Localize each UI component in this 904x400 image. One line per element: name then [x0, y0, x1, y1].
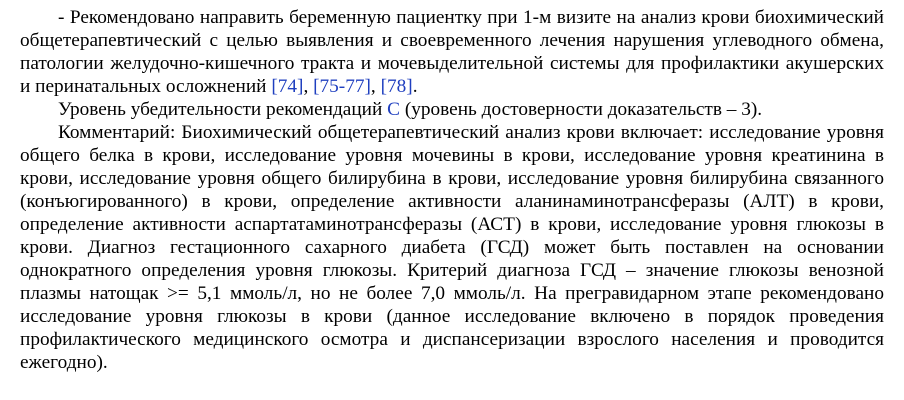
comment-text: Комментарий: Биохимический общетерапевтический анализ крови включает: исследование уровня общего белка в крови, исследование уровня мочевины в крови, исследование уровня креатинина в крови, исследование уровня общего билирубина в крови, исследование уровня билирубина связанного (конъюгированного) в крови, определение активности аланинаминотрансферазы (АЛТ) в крови, определение активности аспартатаминотрансферазы (АСТ) в крови, исследование уровня глюкозы в крови. Диагноз гестационного сахарного диабета (ГСД) может быть поставлен на основании однократного определения уровня глюкозы. Критерий диагноза ГСД – значение глюкозы венозной плазмы натощак >= 5,1 ммоль/л, но не более 7,0 ммоль/л. На прегравидарном этапе рекомендовано исследование уровня глюкозы в крови (данное исследование включено в порядок проведения профилактического медицинского осмотра и диспансеризации взрослого населения и проводится ежегодно).	[20, 122, 884, 373]
reference-link-75-77[interactable]: [75-77]	[313, 76, 371, 97]
sentence-end: .	[412, 76, 418, 97]
recommendation-paragraph	[20, 6, 884, 98]
evidence-level-prefix: Уровень убедительности рекомендаций	[58, 99, 388, 120]
evidence-level-suffix: (уровень достоверности доказательств – 3).	[400, 99, 763, 120]
reference-link-74[interactable]: [74]	[271, 76, 304, 97]
reference-link-78[interactable]: [78]	[380, 76, 413, 97]
evidence-level-paragraph	[20, 98, 884, 121]
reference-separator: ,	[370, 76, 381, 97]
comment-paragraph	[20, 121, 884, 374]
recommendation-text: - Рекомендовано направить беременную пациентку при 1-м визите на анализ крови биохимический общетерапевтический с целью выявления и своевременного лечения нарушения углеводного обмена, патологии желудочно-кишечного тракта и мочевыделительной системы для профилактики акушерских и перинатальных осложнений	[20, 7, 884, 97]
recommendation-grade-link[interactable]: C	[387, 99, 401, 120]
reference-separator: ,	[303, 76, 314, 97]
